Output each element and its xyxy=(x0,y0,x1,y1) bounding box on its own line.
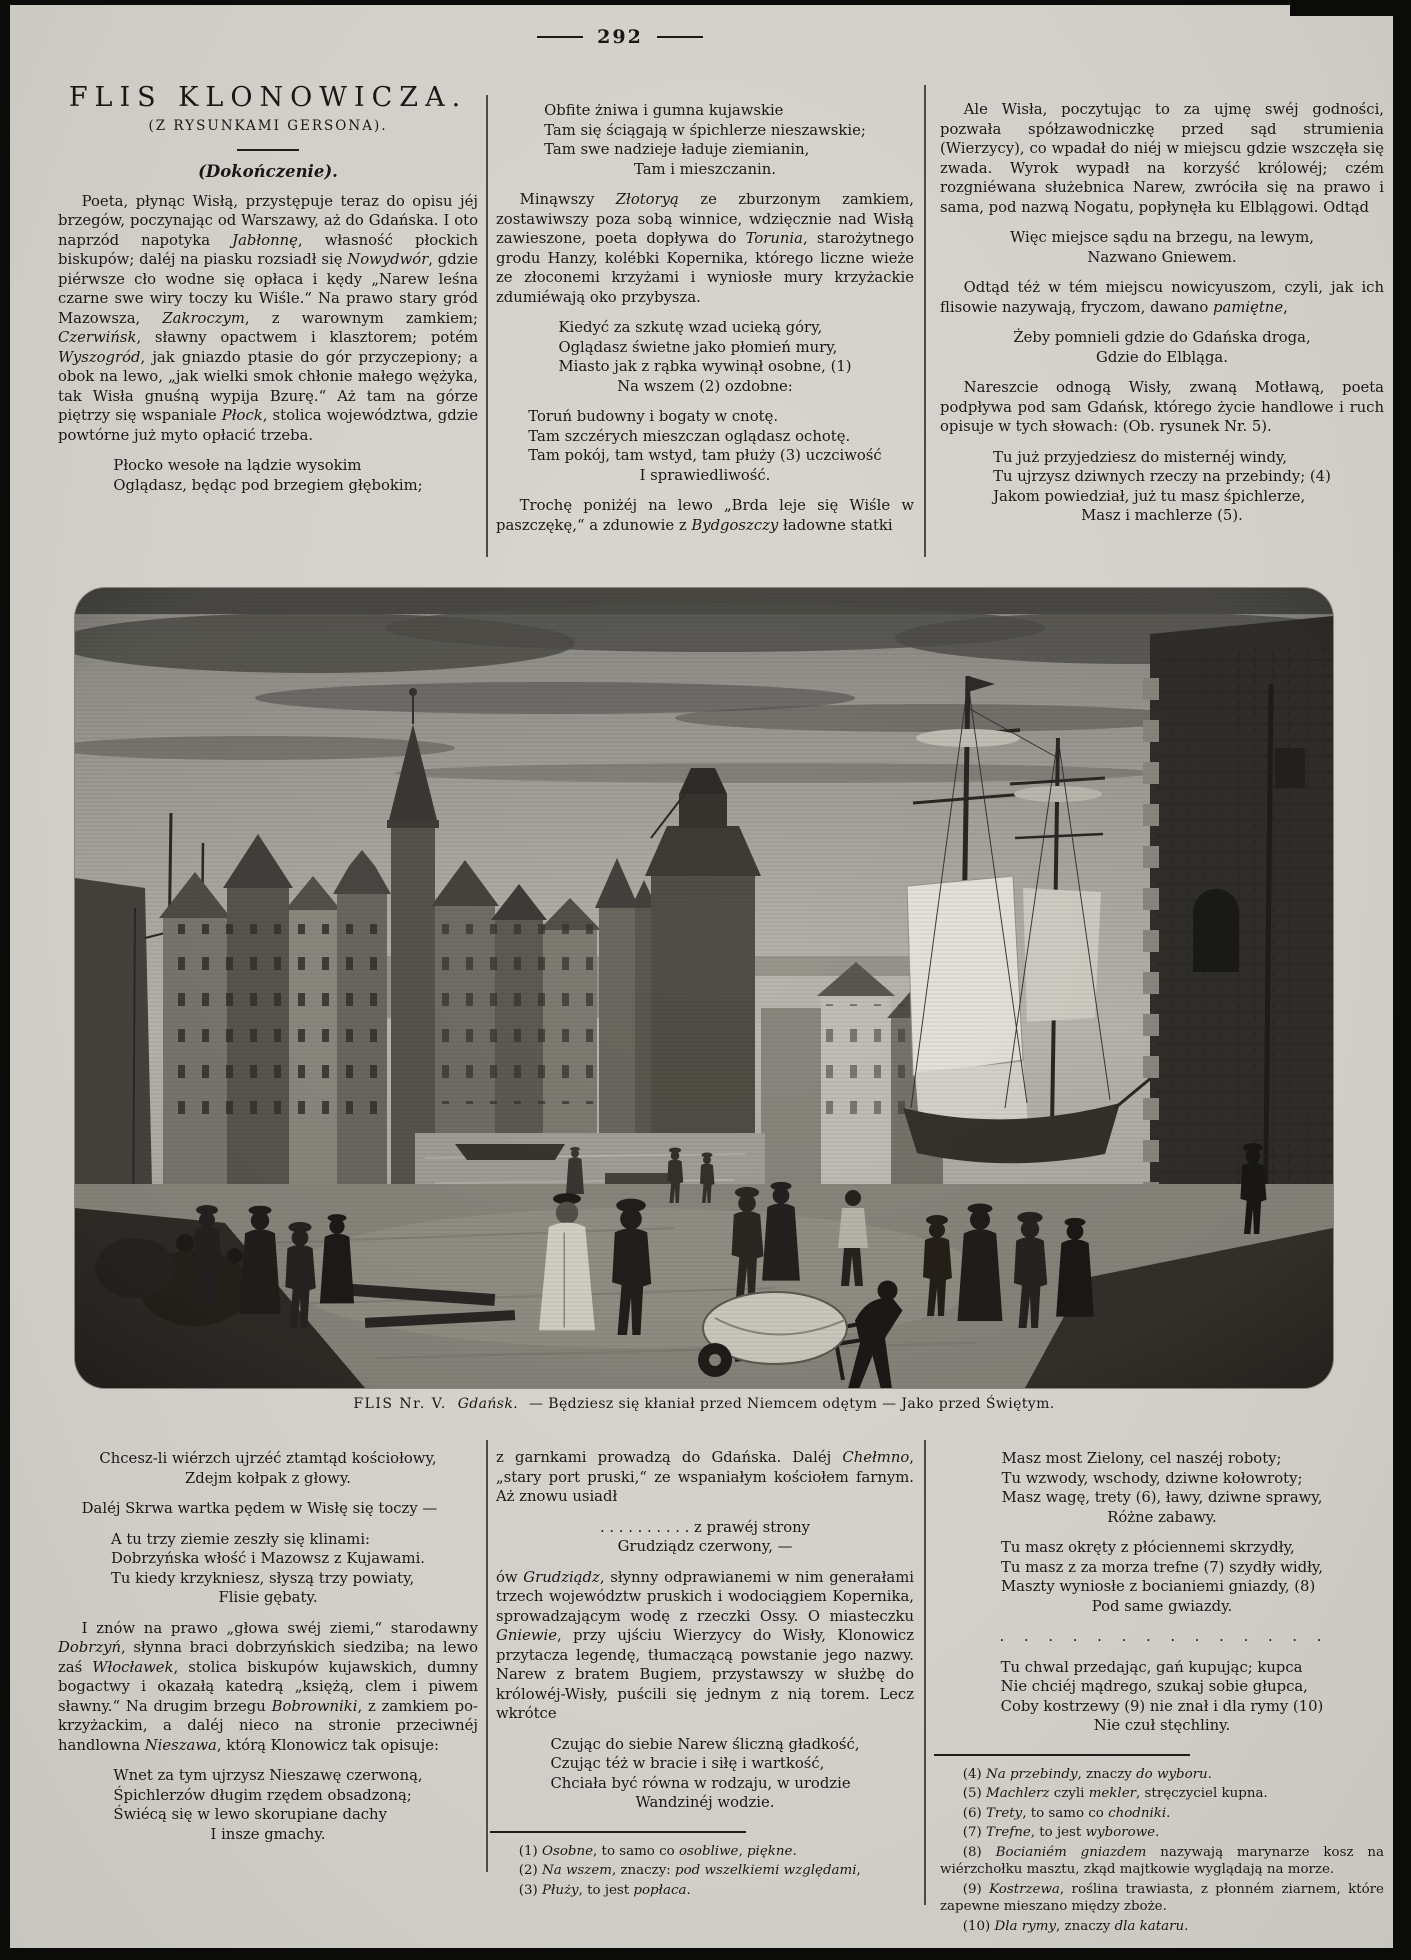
verse-stanza xyxy=(1010,228,1314,267)
verse-stanza xyxy=(111,1530,425,1608)
column-text xyxy=(940,1449,1384,1935)
scan-edge-bottom xyxy=(0,1948,1411,1960)
footnotes xyxy=(496,1843,914,1900)
verse-stanza xyxy=(993,448,1331,526)
top-column-1 xyxy=(58,82,478,506)
footnote-rule xyxy=(490,1831,746,1833)
verse-line: Wandzinéj wodzie. xyxy=(635,1794,775,1811)
caption-text: — Będziesz się kłaniał przed Niemcem odętym — Jako przed Świętym. xyxy=(529,1396,1055,1412)
verse-line: Tu ujrzysz dziwnych rzeczy na przebindy; (4) xyxy=(993,468,1331,485)
verse-line: Masz i machlerze (5). xyxy=(1081,507,1243,524)
paragraph: Minąwszy Złotoryą ze zburzonym zamkiem, zostawiwszy poza sobą winnice, wdzięcznie nad Wisłą zawieszone, poeta dopływa do Torunia, starożytnego grodu Hanzy, kolébki Kopernika, którego liczne wieże ze złoconemi krzyżami i wyniosłe mury krzyżackie zdumiéwają oko przybysza. xyxy=(496,191,915,306)
verse-line: Chciała być równa w rodzaju, w urodzie xyxy=(550,1774,851,1792)
column-text xyxy=(496,1448,914,1899)
footnote: (7) Trefne, to jest wyborowe. xyxy=(962,1825,1160,1840)
verse-line: Tam i mieszczanin. xyxy=(633,160,776,178)
verse-line: Tam szczérych mieszczan oglądasz ochotę. xyxy=(528,427,851,445)
article-subtitle: (Z RYSUNKAMI GERSONA). xyxy=(148,117,388,134)
verse-line: Nazwano Gniewem. xyxy=(1087,248,1237,266)
paragraph: I znów na prawo „głowa swéj ziemi,“ starodawny Dobrzyń, słynna braci dobrzyńskich siedziba; na lewo zaś Włocławek, stolica biskupów kujawskich, dumny bogactwy i okazałą katedrą „księżą, clem i piwem sławny.“ Na drugim brzegu Bobrowniki, z zamkiem po-krzyżackim, a daléj nieco na stronie przeciwnéj handlowna Nieszawa, którą Klonowicz tak opisuje: xyxy=(58,1619,478,1754)
verse-line: Różne zabawy. xyxy=(1107,1508,1217,1526)
column-divider xyxy=(924,85,926,557)
verse-line: Tu chwal przedając, gań kupując; kupca xyxy=(1000,1658,1303,1676)
paragraph: Ale Wisła, poczytując to za ujmę swéj godności, pozwała spółzawodniczkę przed sąd strumienia (Wierzycy), co wpadał do niéj w miejscu gdzie wszczęła się zwada. Wyrok wypadł na korzyść królowéj; czém rozgniéwana służebnica Narew, zwróciła się na prawo i sama, pod nazwą Nogatu, popłynęła ku Elblągowi. Odtąd xyxy=(940,101,1384,216)
verse-line: Miasto jak z rąbka wywinął osobne, (1) xyxy=(558,358,852,375)
verse-line: Dobrzyńska włość i Mazowsz z Kujawami. xyxy=(110,1550,426,1567)
verse-line: Flisie gębaty. xyxy=(218,1589,318,1606)
page-number-rule-right xyxy=(657,36,703,38)
column-text xyxy=(940,100,1384,526)
verse-line: Zdejm kołpak z głowy. xyxy=(185,1469,351,1487)
verse-stanza xyxy=(1001,1658,1324,1736)
footnote-rule xyxy=(934,1754,1190,1756)
verse-line: Nie czuł stęchliny. xyxy=(1093,1717,1231,1734)
verse-line: Czując téż w bracie i siłę i wartkość, xyxy=(550,1755,825,1772)
verse-line: . . . . . . . . . . z prawéj strony xyxy=(599,1518,811,1536)
verse-line: Obfite żniwa i gumna kujawskie xyxy=(544,102,784,119)
paragraph: Daléj Skrwa wartka pędem w Wisłę się toczy — xyxy=(81,1500,438,1517)
footnote: (2) Na wszem, znaczy: pod wszelkiemi względami, xyxy=(518,1863,861,1878)
footnote: (9) Kostrzewa, roślina trawiasta, z płonném ziarnem, które zapewne mieszano między zboże. xyxy=(940,1881,1384,1914)
paragraph: Odtąd téż w tém miejscu nowicyuszom, czyli, jak ich flisowie nazywają, fryczom, dawano pamiętne, xyxy=(940,279,1384,316)
verse-stanza xyxy=(113,1766,422,1844)
gdansk-engraving-svg xyxy=(75,588,1333,1388)
verse-line: Masz most Zielony, cel naszéj roboty; xyxy=(1001,1450,1282,1467)
verse-line: Oglądasz, będąc pod brzegiem głębokim; xyxy=(113,476,423,494)
footnote: (1) Osobne, to samo co osobliwe, piękne. xyxy=(518,1843,797,1859)
bottom-column-3 xyxy=(940,1438,1384,1937)
verse-stanza xyxy=(544,101,866,179)
headline-rule xyxy=(237,149,299,151)
verse-line: A tu trzy ziemie zeszły się klinami: xyxy=(110,1530,371,1548)
verse-line: Śpichlerzów długim rzędem obsadzoną; xyxy=(113,1786,412,1804)
column-divider xyxy=(486,1440,488,1872)
ellipsis-line: . . . . . . . . . . . . . . xyxy=(999,1628,1325,1645)
verse-line: Żeby pomnieli gdzie do Gdańska droga, xyxy=(1013,329,1311,346)
column-divider xyxy=(486,95,488,557)
footnote: (8) Bocianiém gniazdem nazywają marynarze kosz na wiérzchołku masztu, zkąd majtkowie wyglądają na morze. xyxy=(940,1844,1384,1877)
paragraph: ów Grudziądz, słynny odprawianemi w nim generałami trzech województw pruskich i wodociągiem Kopernika, sprowadzającym wodę z rzeczki Ossy. O miasteczku Gniewie, przy ujściu Wierzycy do Wisły, Klonowicz przytacza legendę, tłumaczącą powstanie jego nazwy. Narew z bratem Bugiem, przystawszy w służbę do królowéj-Wisły, puścili się jednym z nią torem. Lecz wkrótce xyxy=(496,1568,914,1722)
column-text xyxy=(58,1449,478,1844)
verse-line: Więc miejsce sądu na brzegu, na lewym, xyxy=(1010,229,1314,246)
footnotes xyxy=(940,1766,1384,1936)
verse-line: Tu kiedy krzykniesz, słyszą trzy powiaty, xyxy=(110,1569,415,1587)
verse-stanza xyxy=(1001,1538,1323,1616)
verse-line: Gdzie do Elbląga. xyxy=(1096,348,1228,366)
verse-line: Jakom powiedział, już tu masz śpichlerze, xyxy=(993,487,1306,505)
article-headline xyxy=(58,82,478,182)
page-number: 292 xyxy=(597,26,643,48)
footnote: (6) Trety, to samo co chodniki. xyxy=(962,1805,1171,1821)
verse-stanza xyxy=(113,456,422,495)
verse-line: Pod same gwiazdy. xyxy=(1091,1597,1233,1615)
footnote: (10) Dla rymy, znaczy dla kataru. xyxy=(962,1918,1189,1934)
verse-line: Tu wzwody, wschody, dziwne kołowroty; xyxy=(1001,1469,1303,1487)
verse-line: Tu masz okręty z płóciennemi skrzydły, xyxy=(1001,1539,1295,1556)
verse-stanza xyxy=(528,407,881,485)
paragraph: Poeta, płynąc Wisłą, przystępuje teraz do opisu jéj brzegów, poczynając od Warszawy, aż do Gdańska. I oto naprzód napotyka Jabłonnę, własność płockich biskupów; daléj na piasku rozsiadł się Nowydwór, gdzie piérwsze cło wodne się opłaca i kędy „Narew leśna czarne swe wiry toczy ku Wiśle.“ Na prawo stary gród Mazowsza, Zakroczym, z warownym zamkiem; Czerwińsk, sławny opactwem i klasztorem; potém Wyszogród, jak gniazdo ptasie do gór przyczepiony; a obok na lewo, „jak wielki smok chłonie małego wężyka, tak Wisła gnuśną wypija Bzurę.“ Aż tam na górze piętrzy się wspaniale Płock, stolica województwa, gdzie powtórne już myto opłacić trzeba. xyxy=(58,192,478,444)
verse-line: Na wszem (2) ozdobne: xyxy=(617,377,793,395)
paragraph: Nareszcie odnogą Wisły, zwaną Motławą, poeta podpływa pod sam Gdańsk, którego życie handlowe i ruch opisuje w tych słowach: (Ob. rysunek Nr. 5). xyxy=(940,379,1384,435)
gdansk-harbor-engraving xyxy=(75,588,1333,1388)
verse-line: Kiedyć za szkutę wzad ucieką góry, xyxy=(558,319,823,336)
verse-stanza xyxy=(99,1449,436,1488)
top-column-2 xyxy=(496,90,914,535)
verse-line: Nie chciéj mądrego, szukaj sobie głupca, xyxy=(1000,1678,1308,1695)
scan-edge-left xyxy=(0,0,10,1960)
verse-line: Tam swe nadzieje ładuje ziemianin, xyxy=(544,141,810,158)
paragraph: Trochę poniżéj na lewo „Brda leje się Wiśle w paszczękę,“ a zdunowie z Bydgoszczy ładowne statki xyxy=(496,497,914,534)
footnote: (4) Na przebindy, znaczy do wyboru. xyxy=(962,1766,1212,1782)
verse-stanza xyxy=(1002,1449,1323,1527)
verse-stanza xyxy=(550,1735,859,1813)
verse-line: Chcesz-li wiérzch ujrzéć ztamtąd kościołowy, xyxy=(99,1450,437,1467)
caption-place: Gdańsk. xyxy=(457,1396,519,1412)
verse-line: Tam pokój, tam wstyd, tam płuży (3) uczciwość xyxy=(528,447,882,464)
verse-line: Czując do siebie Narew śliczną gładkość, xyxy=(550,1735,860,1753)
verse-line: Tu już przyjedziesz do misternéj windy, xyxy=(993,448,1288,466)
top-column-3 xyxy=(940,90,1384,537)
footnote: (5) Machlerz czyli mekler, stręczyciel kupna. xyxy=(962,1786,1268,1801)
verse-line: Świécą się w lewo skorupiane dachy xyxy=(113,1806,387,1823)
footnote: (3) Płuży, to jest popłaca. xyxy=(518,1882,691,1898)
verse-line: Toruń budowny i bogaty w cnotę. xyxy=(528,408,779,425)
verse-line: I sprawiedliwość. xyxy=(639,466,771,484)
article-title: FLIS KLONOWICZA. xyxy=(68,82,468,113)
scan-edge-top xyxy=(0,0,1411,5)
verse-line: Maszty wyniosłe z bocianiemi gniazdy, (8) xyxy=(1001,1578,1316,1595)
page-header xyxy=(470,26,770,48)
scan-edge-right xyxy=(1393,0,1411,1960)
column-divider xyxy=(924,1440,926,1905)
bottom-column-1 xyxy=(58,1438,478,1855)
verse-line: Tu masz z za morza trefne (7) szydły widły, xyxy=(1001,1558,1323,1576)
page-number-rule-left xyxy=(537,36,583,38)
continuation-note: (Dokończenie). xyxy=(198,162,338,181)
caption-label: FLIS Nr. V. xyxy=(353,1396,447,1412)
column-text xyxy=(58,192,478,496)
verse-line: Wnet za tym ujrzysz Nieszawę czerwoną, xyxy=(113,1767,423,1784)
paragraph: z garnkami prowadzą do Gdańska. Daléj Chełmno, „stary port pruski,“ ze wspaniałym kościołem farnym. Aż znowu usiadł xyxy=(496,1449,914,1505)
verse-stanza xyxy=(1013,328,1310,367)
verse-line: I insze gmachy. xyxy=(210,1825,326,1843)
verse-line: Oglądasz świetne jako płomień mury, xyxy=(558,338,838,356)
verse-line: Coby kostrzewy (9) nie znał i dla rymy (10) xyxy=(1000,1697,1324,1715)
column-text xyxy=(496,101,914,535)
verse-line: Masz wagę, trety (6), ławy, dziwne sprawy, xyxy=(1001,1489,1323,1506)
verse-line: Płocko wesołe na lądzie wysokim xyxy=(113,457,362,474)
verse-line: Tam się ściągają w śpichlerze nieszawskie; xyxy=(544,121,866,139)
verse-stanza xyxy=(600,1518,810,1557)
verse-line: Grudziądz czerwony, — xyxy=(617,1538,793,1555)
illustration-caption xyxy=(75,1396,1333,1412)
verse-stanza xyxy=(558,318,851,396)
bottom-column-2 xyxy=(496,1438,914,1901)
